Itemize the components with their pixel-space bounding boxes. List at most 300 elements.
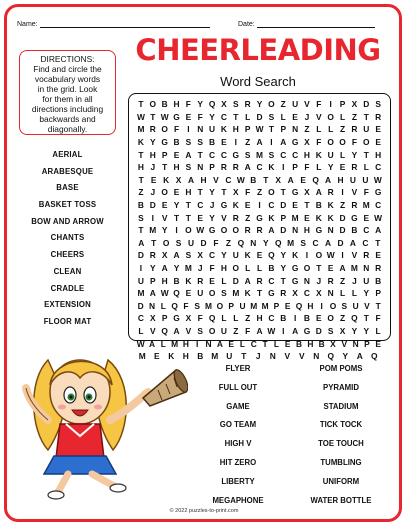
grid-letter[interactable]: Z — [245, 313, 251, 324]
grid-letter[interactable]: H — [232, 124, 239, 135]
grid-letter[interactable]: F — [183, 300, 189, 311]
grid-letter[interactable]: E — [284, 338, 291, 349]
grid-letter[interactable]: T — [221, 187, 227, 198]
grid-letter[interactable]: R — [327, 187, 334, 198]
grid-letter[interactable]: N — [363, 263, 370, 274]
grid-letter[interactable]: S — [244, 149, 251, 160]
grid-letter[interactable]: O — [303, 263, 311, 274]
grid-letter[interactable]: L — [239, 338, 246, 349]
grid-letter[interactable]: M — [137, 124, 145, 135]
grid-letter[interactable]: Q — [208, 99, 216, 110]
date-field[interactable] — [238, 19, 375, 28]
grid-letter[interactable]: A — [268, 225, 275, 236]
grid-letter[interactable]: T — [150, 111, 156, 122]
grid-letter[interactable]: X — [304, 187, 310, 198]
grid-letter[interactable]: L — [351, 288, 357, 299]
grid-letter[interactable]: T — [173, 212, 180, 223]
grid-letter[interactable]: T — [256, 288, 263, 299]
grid-letter[interactable]: A — [138, 237, 145, 248]
grid-letter[interactable]: E — [228, 338, 234, 349]
grid-letter[interactable]: F — [209, 263, 215, 274]
grid-letter[interactable]: M — [350, 263, 358, 274]
grid-letter[interactable]: R — [256, 225, 263, 236]
grid-letter[interactable]: V — [316, 111, 322, 122]
grid-letter[interactable]: Q — [208, 313, 216, 324]
grid-letter[interactable]: U — [327, 149, 334, 160]
grid-letter[interactable]: U — [363, 275, 370, 286]
grid-letter[interactable]: A — [375, 225, 382, 236]
grid-letter[interactable]: I — [329, 99, 332, 110]
grid-letter[interactable]: R — [149, 124, 156, 135]
grid-letter[interactable]: G — [208, 225, 216, 236]
grid-letter[interactable]: N — [269, 351, 276, 362]
grid-letter[interactable]: D — [149, 200, 156, 211]
grid-letter[interactable]: H — [307, 338, 314, 349]
grid-letter[interactable]: G — [268, 288, 275, 299]
grid-letter[interactable]: V — [221, 212, 227, 223]
grid-letter[interactable]: D — [363, 99, 370, 110]
grid-letter[interactable]: Y — [351, 325, 358, 336]
grid-letter[interactable]: E — [150, 174, 157, 185]
grid-letter[interactable]: Q — [312, 174, 319, 185]
grid-letter[interactable]: L — [316, 124, 322, 135]
grid-letter[interactable]: F — [213, 237, 219, 248]
grid-letter[interactable]: Q — [173, 288, 180, 299]
grid-letter[interactable]: R — [149, 250, 156, 261]
grid-letter[interactable]: X — [316, 288, 322, 299]
grid-letter[interactable]: C — [268, 275, 275, 286]
grid-letter[interactable]: Q — [370, 351, 378, 362]
grid-letter[interactable]: A — [173, 250, 180, 261]
grid-letter[interactable]: X — [149, 313, 156, 324]
grid-letter[interactable]: K — [244, 288, 251, 299]
grid-letter[interactable]: C — [363, 225, 370, 236]
grid-letter[interactable]: U — [188, 237, 195, 248]
grid-letter[interactable]: Y — [149, 137, 156, 148]
grid-letter[interactable]: Z — [256, 187, 263, 198]
grid-letter[interactable]: U — [239, 300, 246, 311]
grid-letter[interactable]: T — [151, 237, 157, 248]
grid-letter[interactable]: E — [244, 200, 251, 211]
grid-letter[interactable]: I — [258, 200, 261, 211]
grid-letter[interactable]: Y — [209, 111, 215, 122]
grid-letter[interactable]: U — [352, 300, 359, 311]
grid-letter[interactable]: F — [245, 187, 251, 198]
grid-letter[interactable]: Y — [351, 149, 358, 160]
grid-letter[interactable]: O — [232, 225, 240, 236]
grid-letter[interactable]: A — [216, 338, 223, 349]
grid-letter[interactable]: H — [303, 225, 310, 236]
grid-letter[interactable]: W — [326, 250, 335, 261]
grid-letter[interactable]: C — [375, 162, 382, 173]
grid-letter[interactable]: G — [291, 187, 299, 198]
grid-letter[interactable]: C — [256, 162, 263, 173]
grid-letter[interactable]: Z — [351, 111, 357, 122]
grid-letter[interactable]: E — [256, 250, 263, 261]
grid-letter[interactable]: F — [245, 325, 251, 336]
grid-letter[interactable]: U — [209, 124, 216, 135]
grid-letter[interactable]: O — [162, 237, 170, 248]
grid-letter[interactable]: K — [244, 250, 251, 261]
grid-letter[interactable]: V — [284, 351, 291, 362]
grid-letter[interactable]: D — [337, 237, 344, 248]
grid-letter[interactable]: W — [374, 212, 383, 223]
grid-letter[interactable]: S — [341, 300, 348, 311]
grid-letter[interactable]: M — [205, 300, 213, 311]
grid-letter[interactable]: V — [351, 250, 358, 261]
grid-letter[interactable]: Y — [209, 212, 215, 223]
grid-letter[interactable]: F — [316, 99, 322, 110]
grid-letter[interactable]: A — [349, 237, 356, 248]
grid-letter[interactable]: T — [316, 263, 322, 274]
grid-letter[interactable]: A — [292, 325, 299, 336]
grid-letter[interactable]: Q — [171, 300, 178, 311]
grid-letter[interactable]: E — [300, 174, 306, 185]
grid-letter[interactable]: O — [220, 225, 228, 236]
grid-letter[interactable]: A — [324, 174, 332, 185]
grid-letter[interactable]: E — [327, 263, 334, 274]
grid-letter[interactable]: C — [303, 288, 310, 299]
grid-letter[interactable]: J — [255, 351, 261, 362]
grid-letter[interactable]: W — [160, 111, 169, 122]
grid-letter[interactable]: T — [233, 111, 239, 122]
grid-letter[interactable]: E — [304, 212, 310, 223]
grid-letter[interactable]: R — [220, 162, 227, 173]
grid-letter[interactable]: A — [324, 237, 332, 248]
grid-letter[interactable]: E — [363, 212, 370, 223]
grid-letter[interactable]: K — [327, 200, 334, 211]
grid-letter[interactable]: Z — [225, 237, 231, 248]
grid-letter[interactable]: K — [220, 124, 227, 135]
grid-letter[interactable]: F — [316, 137, 322, 148]
grid-letter[interactable]: M — [250, 300, 258, 311]
grid-letter[interactable]: S — [375, 99, 381, 110]
grid-letter[interactable]: U — [362, 174, 369, 185]
grid-letter[interactable]: K — [168, 351, 175, 362]
grid-letter[interactable]: H — [303, 149, 310, 160]
grid-letter[interactable]: P — [149, 275, 156, 286]
grid-letter[interactable]: S — [221, 288, 227, 299]
grid-letter[interactable]: K — [268, 162, 275, 173]
grid-letter[interactable]: M — [149, 225, 157, 236]
grid-letter[interactable]: G — [173, 111, 180, 122]
grid-letter[interactable]: O — [268, 187, 275, 198]
grid-letter[interactable]: T — [304, 200, 310, 211]
grid-letter[interactable]: N — [352, 338, 359, 349]
grid-letter[interactable]: Q — [237, 237, 245, 248]
grid-letter[interactable]: P — [228, 300, 234, 311]
grid-letter[interactable]: Y — [363, 288, 370, 299]
grid-letter[interactable]: S — [233, 99, 239, 110]
grid-letter[interactable]: B — [351, 225, 358, 236]
grid-letter[interactable]: L — [280, 111, 286, 122]
grid-letter[interactable]: C — [220, 111, 227, 122]
grid-letter[interactable]: Z — [245, 212, 251, 223]
grid-letter[interactable]: T — [363, 149, 369, 160]
grid-letter[interactable]: T — [162, 162, 168, 173]
grid-letter[interactable]: S — [194, 300, 201, 311]
grid-letter[interactable]: E — [173, 187, 180, 198]
grid-letter[interactable]: O — [327, 111, 334, 122]
grid-letter[interactable]: I — [305, 250, 309, 261]
grid-letter[interactable]: M — [256, 149, 264, 160]
grid-letter[interactable]: V — [351, 187, 358, 198]
grid-letter[interactable]: H — [149, 149, 156, 160]
grid-letter[interactable]: G — [291, 137, 299, 148]
grid-letter[interactable]: T — [138, 225, 144, 236]
grid-letter[interactable]: A — [356, 351, 363, 362]
grid-letter[interactable]: X — [175, 174, 182, 185]
grid-letter[interactable]: C — [225, 174, 232, 185]
grid-letter[interactable]: N — [327, 225, 334, 236]
grid-letter[interactable]: X — [351, 99, 358, 110]
grid-letter[interactable]: N — [292, 124, 299, 135]
grid-letter[interactable]: O — [315, 250, 323, 261]
grid-letter[interactable]: C — [250, 338, 257, 349]
grid-letter[interactable]: L — [328, 124, 334, 135]
grid-letter[interactable]: E — [197, 212, 204, 223]
grid-letter[interactable]: H — [256, 313, 263, 324]
grid-letter[interactable]: A — [148, 338, 155, 349]
grid-letter[interactable]: E — [292, 200, 298, 211]
grid-letter[interactable]: I — [234, 137, 237, 148]
grid-letter[interactable]: T — [185, 212, 191, 223]
grid-letter[interactable]: H — [182, 351, 189, 362]
grid-letter[interactable]: K — [163, 174, 170, 185]
grid-letter[interactable]: G — [256, 212, 263, 223]
grid-letter[interactable]: O — [185, 225, 192, 236]
grid-letter[interactable]: C — [375, 200, 382, 211]
grid-letter[interactable]: V — [364, 300, 370, 311]
grid-letter[interactable]: P — [273, 300, 280, 311]
grid-letter[interactable]: H — [307, 300, 314, 311]
grid-letter[interactable]: S — [138, 212, 144, 223]
grid-letter[interactable]: D — [339, 212, 346, 223]
grid-letter[interactable]: X — [330, 338, 336, 349]
grid-letter[interactable]: S — [197, 137, 204, 148]
grid-letter[interactable]: E — [375, 338, 382, 349]
grid-letter[interactable]: N — [250, 237, 257, 248]
grid-letter[interactable]: S — [185, 137, 192, 148]
grid-letter[interactable]: T — [185, 200, 191, 211]
grid-letter[interactable]: U — [292, 99, 299, 110]
grid-letter[interactable]: T — [241, 351, 247, 362]
grid-letter[interactable]: M — [184, 263, 192, 274]
grid-letter[interactable]: I — [341, 187, 344, 198]
grid-letter[interactable]: O — [339, 137, 346, 148]
grid-letter[interactable]: O — [208, 288, 216, 299]
grid-letter[interactable]: U — [349, 174, 356, 185]
grid-letter[interactable]: B — [161, 99, 168, 110]
grid-letter[interactable]: J — [352, 275, 357, 286]
grid-letter[interactable]: A — [161, 263, 168, 274]
grid-letter[interactable]: T — [280, 275, 286, 286]
grid-letter[interactable]: B — [173, 137, 180, 148]
grid-letter[interactable]: P — [292, 162, 298, 173]
grid-letter[interactable]: L — [138, 325, 144, 336]
grid-letter[interactable]: H — [173, 162, 180, 173]
grid-letter[interactable]: V — [298, 351, 305, 362]
grid-letter[interactable]: W — [136, 338, 145, 349]
grid-letter[interactable]: E — [375, 124, 381, 135]
grid-letter[interactable]: L — [339, 111, 346, 122]
grid-letter[interactable]: Z — [138, 187, 144, 198]
grid-letter[interactable]: E — [161, 200, 168, 211]
grid-letter[interactable]: E — [153, 351, 160, 362]
grid-letter[interactable]: U — [232, 250, 239, 261]
grid-letter[interactable]: H — [220, 263, 227, 274]
grid-letter[interactable]: E — [221, 137, 227, 148]
grid-letter[interactable]: T — [262, 338, 268, 349]
grid-letter[interactable]: N — [313, 351, 320, 362]
grid-letter[interactable]: K — [315, 212, 322, 223]
grid-letter[interactable]: B — [250, 174, 257, 185]
grid-letter[interactable]: A — [256, 325, 263, 336]
grid-letter[interactable]: Q — [351, 313, 358, 324]
grid-letter[interactable]: Z — [339, 313, 346, 324]
grid-letter[interactable]: E — [292, 111, 298, 122]
grid-letter[interactable]: D — [315, 325, 322, 336]
grid-letter[interactable]: B — [315, 200, 322, 211]
grid-letter[interactable]: Y — [256, 99, 263, 110]
grid-letter[interactable]: R — [256, 275, 263, 286]
grid-letter[interactable]: P — [244, 124, 251, 135]
grid-letter[interactable]: R — [363, 250, 370, 261]
grid-letter[interactable]: P — [280, 212, 287, 223]
grid-letter[interactable]: O — [161, 187, 168, 198]
grid-letter[interactable]: K — [185, 275, 192, 286]
grid-letter[interactable]: Y — [280, 250, 287, 261]
grid-letter[interactable]: U — [137, 275, 144, 286]
grid-letter[interactable]: R — [351, 124, 358, 135]
grid-letter[interactable]: L — [233, 313, 239, 324]
grid-letter[interactable]: R — [280, 288, 287, 299]
grid-letter[interactable]: E — [375, 137, 381, 148]
grid-letter[interactable]: B — [197, 351, 204, 362]
grid-letter[interactable]: K — [232, 200, 239, 211]
grid-letter[interactable]: T — [263, 174, 269, 185]
grid-letter[interactable]: D — [137, 250, 144, 261]
grid-letter[interactable]: T — [280, 187, 286, 198]
grid-letter[interactable]: T — [375, 300, 381, 311]
grid-letter[interactable]: O — [208, 325, 216, 336]
grid-letter[interactable]: Y — [173, 200, 180, 211]
grid-letter[interactable]: W — [267, 325, 276, 336]
grid-letter[interactable]: F — [173, 124, 180, 135]
grid-letter[interactable]: I — [320, 300, 323, 311]
grid-letter[interactable]: O — [161, 124, 168, 135]
grid-letter[interactable]: W — [196, 225, 205, 236]
grid-letter[interactable]: S — [300, 237, 306, 248]
grid-letter[interactable]: G — [220, 200, 228, 211]
grid-letter[interactable]: R — [232, 212, 239, 223]
grid-letter[interactable]: M — [137, 288, 145, 299]
grid-letter[interactable]: L — [273, 338, 279, 349]
grid-letter[interactable]: C — [268, 200, 275, 211]
grid-letter[interactable]: S — [185, 250, 192, 261]
grid-letter[interactable]: I — [282, 162, 285, 173]
grid-letter[interactable]: A — [173, 325, 180, 336]
grid-letter[interactable]: Z — [280, 99, 286, 110]
grid-letter[interactable]: F — [185, 99, 191, 110]
grid-letter[interactable]: R — [351, 162, 358, 173]
grid-letter[interactable]: O — [216, 300, 224, 311]
grid-letter[interactable]: X — [221, 99, 227, 110]
grid-letter[interactable]: B — [209, 137, 216, 148]
grid-letter[interactable]: X — [304, 137, 310, 148]
grid-letter[interactable]: A — [280, 137, 287, 148]
grid-letter[interactable]: S — [175, 237, 182, 248]
grid-letter[interactable]: B — [303, 313, 310, 324]
grid-letter[interactable]: S — [268, 111, 275, 122]
grid-letter[interactable]: T — [138, 99, 144, 110]
grid-letter[interactable]: I — [282, 325, 285, 336]
grid-letter[interactable]: Y — [342, 351, 349, 362]
grid-letter[interactable]: T — [375, 237, 381, 248]
grid-letter[interactable]: V — [161, 212, 168, 223]
grid-letter[interactable]: Y — [173, 263, 180, 274]
grid-letter[interactable]: E — [375, 250, 381, 261]
grid-letter[interactable]: K — [268, 212, 275, 223]
date-line[interactable] — [257, 19, 375, 28]
grid-letter[interactable]: W — [236, 174, 245, 185]
grid-letter[interactable]: N — [303, 275, 310, 286]
grid-letter[interactable]: L — [339, 149, 346, 160]
grid-letter[interactable]: I — [151, 212, 154, 223]
grid-letter[interactable]: H — [375, 149, 382, 160]
grid-letter[interactable]: O — [232, 263, 240, 274]
grid-letter[interactable]: P — [339, 99, 346, 110]
grid-letter[interactable]: C — [209, 149, 216, 160]
grid-letter[interactable]: Z — [245, 137, 251, 148]
grid-letter[interactable]: P — [280, 124, 287, 135]
grid-letter[interactable]: M — [291, 212, 299, 223]
grid-letter[interactable]: H — [200, 174, 207, 185]
grid-letter[interactable]: P — [161, 149, 168, 160]
grid-letter[interactable]: T — [138, 149, 144, 160]
grid-letter[interactable]: D — [339, 225, 346, 236]
grid-letter[interactable]: Q — [268, 250, 275, 261]
grid-letter[interactable]: J — [150, 162, 156, 173]
grid-letter[interactable]: V — [149, 325, 156, 336]
grid-letter[interactable]: M — [171, 338, 179, 349]
grid-letter[interactable]: R — [244, 225, 251, 236]
grid-letter[interactable]: N — [197, 162, 204, 173]
grid-letter[interactable]: C — [268, 313, 275, 324]
grid-letter[interactable]: X — [275, 174, 281, 185]
grid-letter[interactable]: X — [233, 187, 239, 198]
grid-letter[interactable]: H — [185, 187, 192, 198]
grid-letter[interactable]: M — [287, 237, 295, 248]
grid-letter[interactable]: Z — [339, 275, 346, 286]
grid-letter[interactable]: Z — [339, 124, 346, 135]
grid-letter[interactable]: I — [341, 250, 344, 261]
grid-letter[interactable]: O — [363, 137, 370, 148]
grid-letter[interactable]: V — [304, 99, 310, 110]
grid-letter[interactable]: Z — [339, 200, 346, 211]
grid-letter[interactable]: Y — [280, 263, 287, 274]
grid-letter[interactable]: Y — [363, 325, 370, 336]
grid-letter[interactable]: W — [255, 124, 264, 135]
grid-letter[interactable]: G — [303, 325, 311, 336]
grid-letter[interactable]: J — [304, 111, 310, 122]
grid-letter[interactable]: P — [209, 162, 215, 173]
grid-letter[interactable]: D — [280, 225, 287, 236]
grid-letter[interactable]: W — [160, 288, 169, 299]
grid-letter[interactable]: U — [220, 325, 227, 336]
grid-letter[interactable]: U — [363, 124, 370, 135]
grid-letter[interactable]: R — [244, 99, 251, 110]
